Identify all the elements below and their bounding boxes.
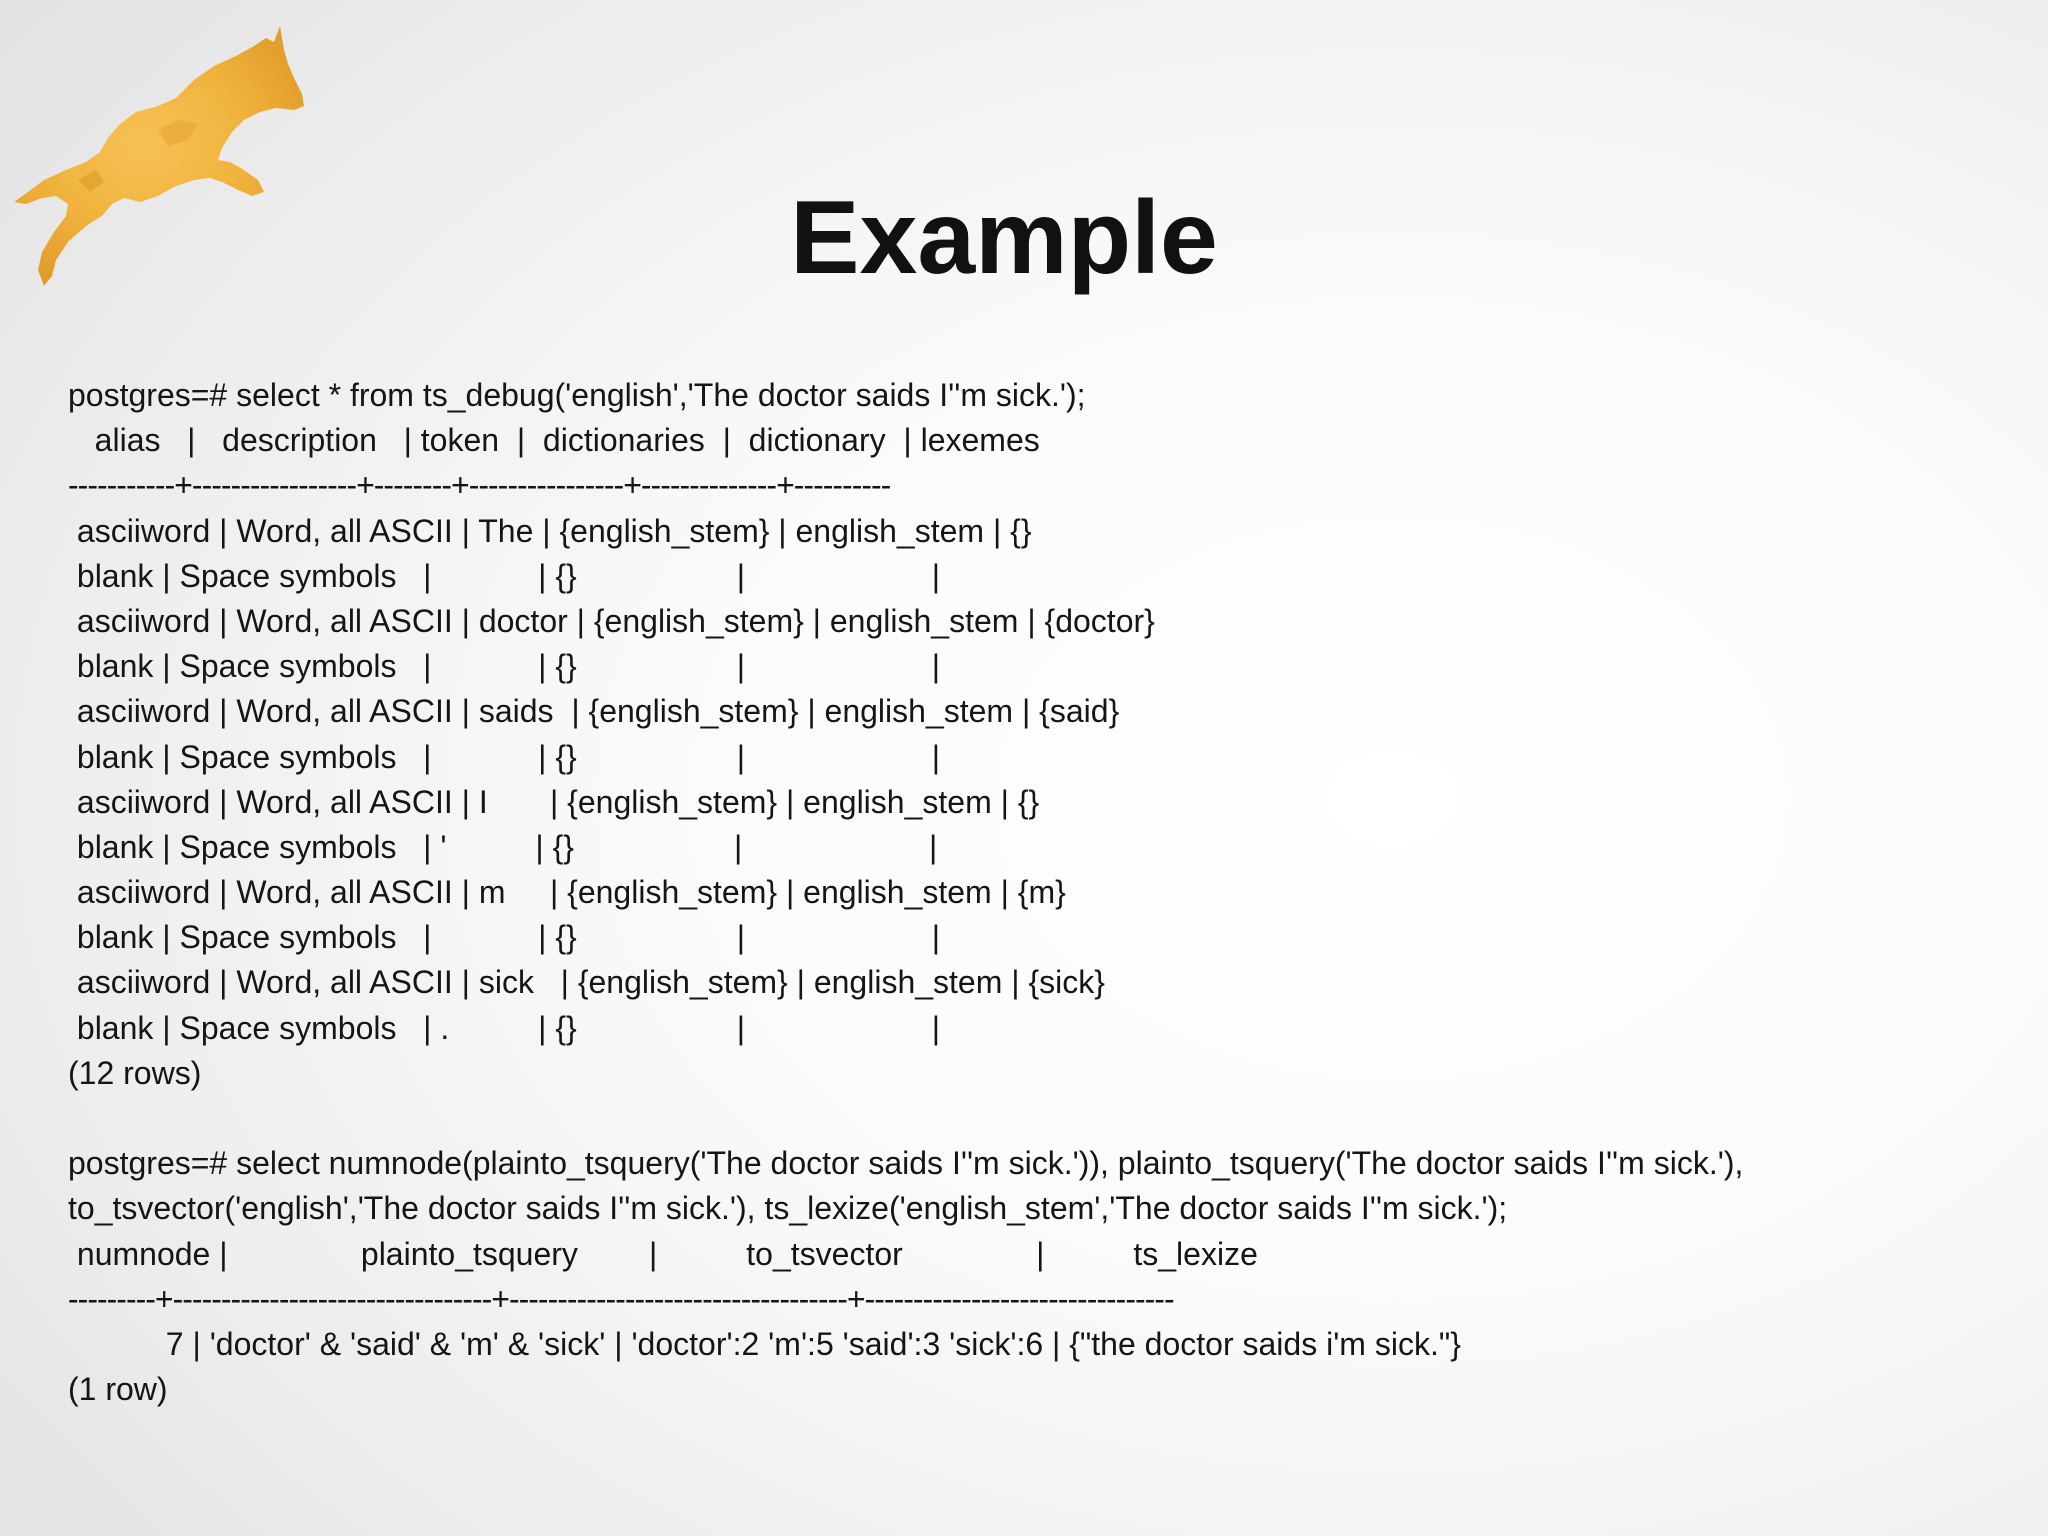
query1-command: postgres=# select * from ts_debug('english','The doctor saids I''m sick.');	[68, 377, 1086, 413]
query1-row-count: (12 rows)	[68, 1054, 202, 1091]
result-row: blank | Space symbols | | {} | |	[68, 919, 941, 956]
result-row: asciiword | Word, all ASCII | sick | {english_stem} | english_stem | {sick}	[68, 964, 1105, 1001]
slide-title: Example	[790, 180, 1218, 296]
query2-command-line1: postgres=# select numnode(plainto_tsquery('The doctor saids I''m sick.')), plainto_tsquery('The doctor saids I''m sick.'),	[68, 1145, 1744, 1182]
query2-separator: ---------+---------------------------------+-----------------------------------+--------------------------------	[68, 1280, 1174, 1317]
result-row: blank | Space symbols | | {} | |	[68, 557, 941, 594]
query1-separator: -----------+-----------------+--------+----------------+--------------+----------	[68, 467, 891, 504]
result-row: asciiword | Word, all ASCII | saids | {english_stem} | english_stem | {said}	[68, 693, 1120, 730]
result-row: asciiword | Word, all ASCII | doctor | {english_stem} | english_stem | {doctor}	[68, 602, 1155, 639]
query2-row-count: (1 row)	[68, 1371, 168, 1408]
result-row: blank | Space symbols | | {} | |	[68, 648, 941, 685]
result-row: blank | Space symbols | | {} | |	[68, 738, 941, 775]
result-row: asciiword | Word, all ASCII | The | {english_stem} | english_stem | {}	[68, 512, 1032, 549]
result-row: blank | Space symbols | . | {} | |	[68, 1009, 941, 1046]
blank-line	[68, 1096, 2008, 1141]
query2-command-line2: to_tsvector('english','The doctor saids I''m sick.'), ts_lexize('english_stem','The doctor saids I''m sick.');	[68, 1190, 1508, 1227]
query2-result-row: 7 | 'doctor' & 'said' & 'm' & 'sick' | 'doctor':2 'm':5 'said':3 'sick':6 | {"the doctor saids i'm sick."}	[68, 1325, 1461, 1362]
result-row: asciiword | Word, all ASCII | m | {english_stem} | english_stem | {m}	[68, 874, 1066, 911]
query2-header: numnode | plainto_tsquery | to_tsvector | ts_lexize	[68, 1235, 1258, 1272]
result-row: asciiword | Word, all ASCII | I | {english_stem} | english_stem | {}	[68, 783, 1040, 820]
result-row: blank | Space symbols | ' | {} | |	[68, 828, 938, 865]
code-output-block	[68, 373, 2008, 1412]
query1-header: alias | description | token | dictionaries | dictionary | lexemes	[68, 422, 1040, 459]
